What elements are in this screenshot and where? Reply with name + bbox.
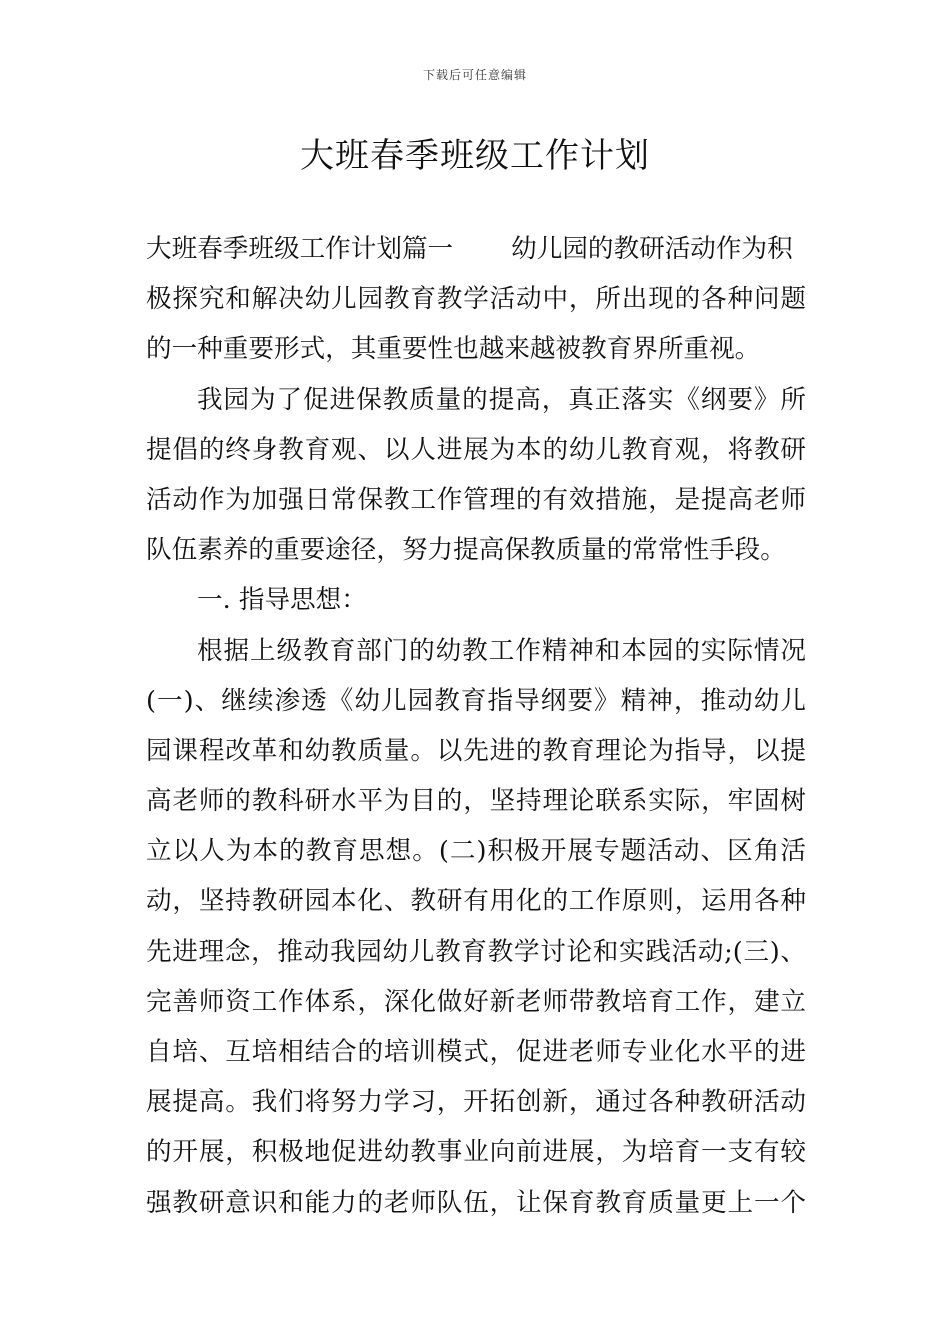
paragraph-line: 先进理念，推动我园幼儿教育教学讨论和实践活动;(三)、 — [146, 936, 806, 967]
header-note: 下载后可任意编辑 — [422, 68, 527, 82]
document-body — [146, 224, 806, 1228]
paragraph-line: 强教研意识和能力的老师队伍，让保育教育质量更上一个 — [146, 1187, 806, 1218]
paragraph-line: 的一种重要形式，其重要性也越来越被教育界所重视。 — [146, 334, 761, 365]
paragraph-line: 动，坚持教研园本化、教研有用化的工作原则，运用各种 — [146, 886, 806, 917]
paragraph-line: 园课程改革和幼教质量。以先进的教育理论为指导，以提 — [146, 735, 806, 766]
paragraph-line: 队伍素养的重要途径，努力提高保教质量的常常性手段。 — [146, 535, 786, 566]
paragraph-line: (一)、继续渗透《幼儿园教育指导纲要》精神，推动幼儿 — [146, 685, 806, 716]
page-title: 大班春季班级工作计划 — [300, 136, 650, 176]
subheading-guiding-thought: 一. 指导思想： — [197, 585, 367, 616]
section-heading: 大班春季班级工作计划篇一 — [146, 234, 454, 264]
paragraph-line: 提倡的终身教育观、以人进展为本的幼儿教育观，将教研 — [146, 434, 806, 465]
paragraph-line: 根据上级教育部门的幼教工作精神和本园的实际情况 — [197, 635, 806, 666]
paragraph-line: 极探究和解决幼儿园教育教学活动中，所出现的各种问题 — [146, 284, 806, 315]
paragraph-text: 幼儿园的教研活动作为积 — [511, 234, 793, 264]
paragraph-line: 我园为了促进保教质量的提高，真正落实《纲要》所 — [197, 384, 806, 415]
paragraph-line — [146, 224, 806, 274]
paragraph-line: 高老师的教科研水平为目的，坚持理论联系实际，牢固树 — [146, 786, 806, 817]
paragraph-line: 完善师资工作体系，深化做好新老师带教培育工作，建立 — [146, 986, 806, 1017]
paragraph-line: 活动作为加强日常保教工作管理的有效措施，是提高老师 — [146, 484, 806, 515]
paragraph-line: 立以人为本的教育思想。(二)积极开展专题活动、区角活 — [146, 836, 806, 867]
paragraph-line: 的开展，积极地促进幼教事业向前进展，为培育一支有较 — [146, 1137, 806, 1168]
paragraph-line: 展提高。我们将努力学习，开拓创新，通过各种教研活动 — [146, 1087, 806, 1118]
paragraph-line: 自培、互培相结合的培训模式，促进老师专业化水平的进 — [146, 1037, 806, 1067]
